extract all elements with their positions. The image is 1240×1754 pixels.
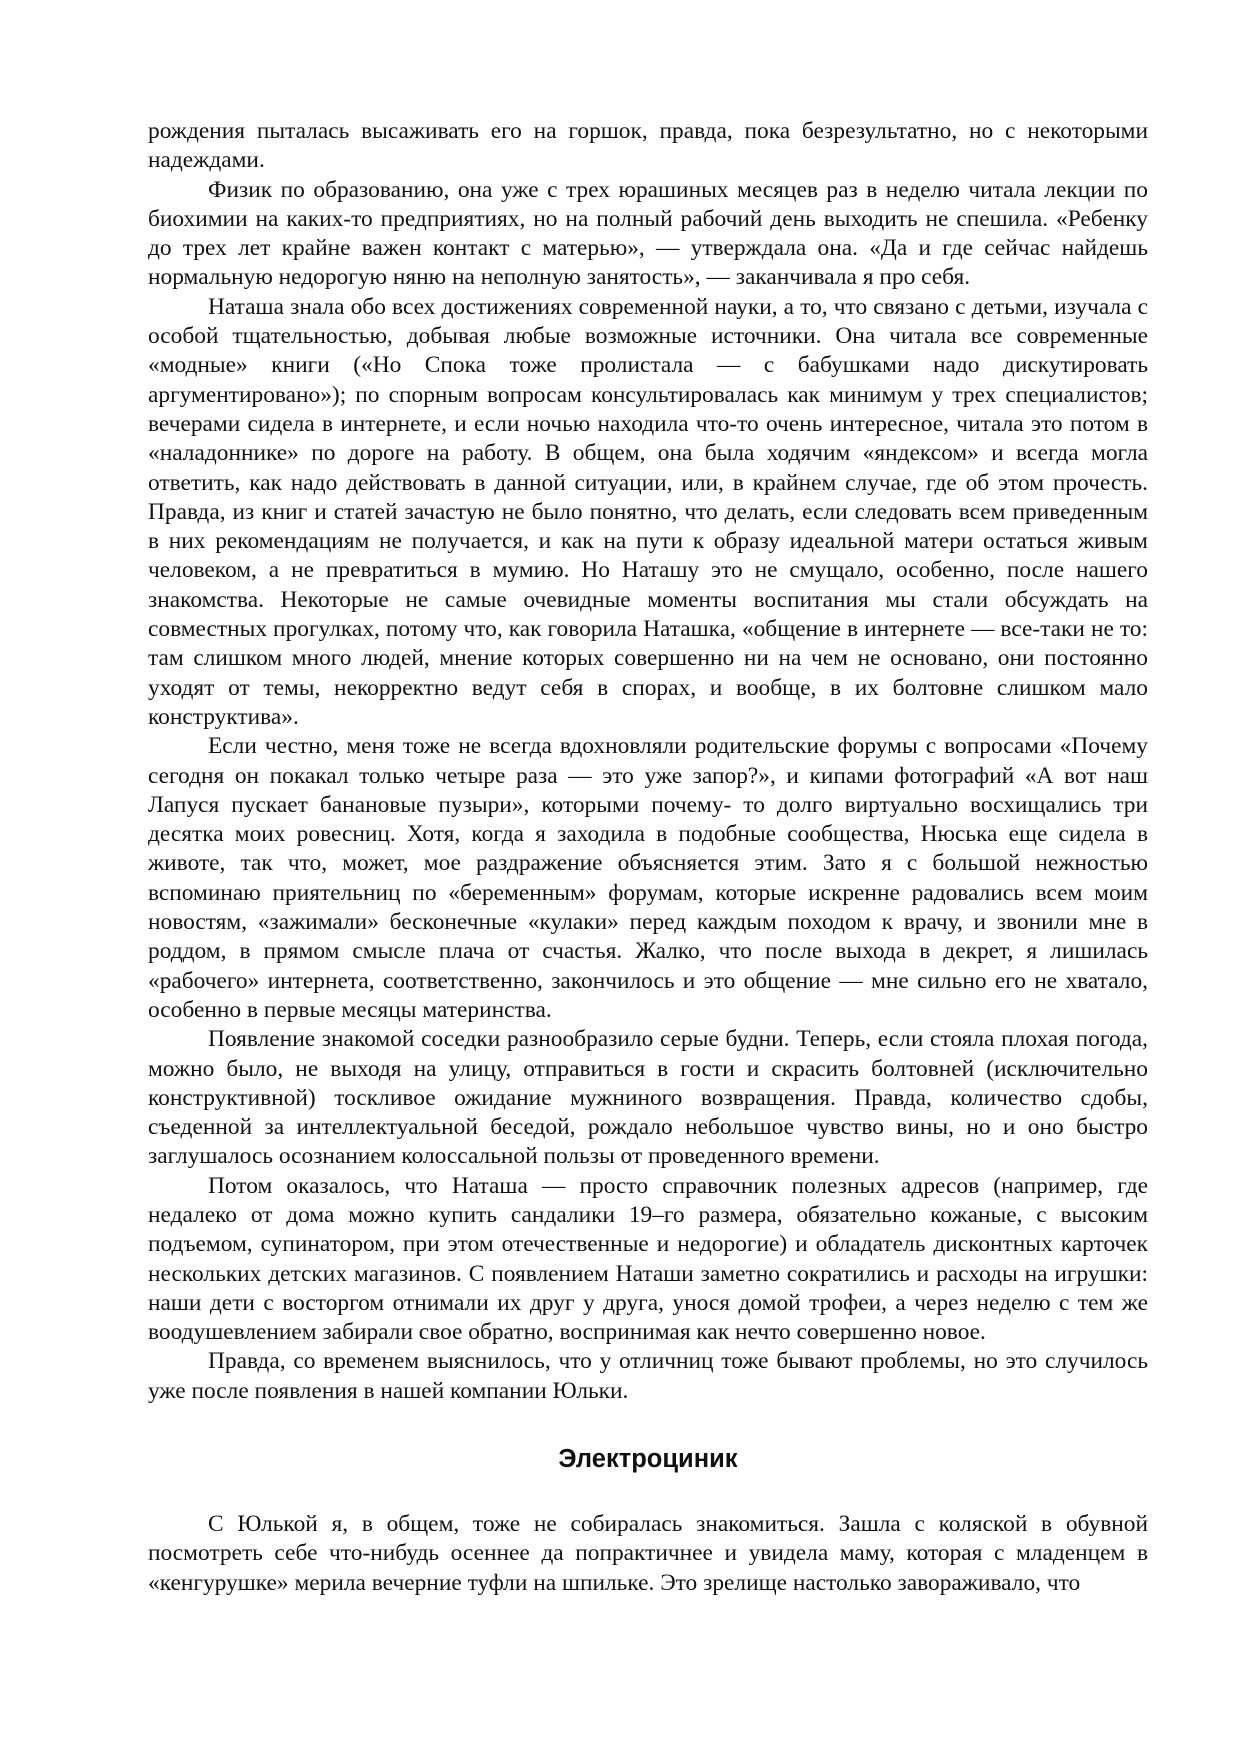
body-paragraph: Правда, со временем выяснилось, что у отличниц тоже бывают проблемы, но это случилось уже после появления в нашей компании Юльки. <box>148 1348 1148 1404</box>
body-paragraph: Наташа знала обо всех достижениях современной науки, а то, что связано с детьми, изучала с особой тщательностью, добывая любые возможные источники. Она читала все современные «модные» книги («Но Спока тоже пролистала — с бабушками надо дискутировать аргументировано»); по спорным вопросам консультировалась как минимум у трех специалистов; вечерами сидела в интернете, и если ночью находила что-то очень интересное, читала это потом в «наладоннике» по дороге на работу. В общем, она была ходячим «яндексом» и всегда могла ответить, как надо действовать в данной ситуации, или, в крайнем случае, где об этом прочесть. Правда, из книг и статей зачастую не было понятно, что делать, если следовать всем приведенным в них рекомендациям не получается, и как на пути к образу идеальной матери остаться живым человеком, а не превратиться в мумию. Но Наташу это не смущало, особенно, после нашего знакомства. Некоторые не самые очевидные моменты воспитания мы стали обсуждать на совместных прогулках, потому что, как говорила Наташка, «общение в интернете — все-таки не то: там слишком много людей, мнение которых совершенно ни на чем не основано, они постоянно уходят от темы, некорректно ведут себя в спорах, и вообще, в их болтовне слишком мало конструктива». <box>148 293 1148 730</box>
body-paragraph: С Юлькой я, в общем, тоже не собиралась знакомиться. Зашла с коляской в обувной посмотреть себе что-нибудь осеннее да попрактичнее и увидела маму, которая с младенцем в «кенгурушке» мерила вечерние туфли на шпильке. Это зрелище настолько завораживало, что <box>148 1511 1148 1596</box>
body-paragraph: Потом оказалось, что Наташа — просто справочник полезных адресов (например, где недалеко от дома можно купить сандалики 19–го размера, обязательно кожаные, с высоким подъемом, супинатором, при этом отечественные и недорогие) и обладатель дисконтных карточек нескольких детских магазинов. С появлением Наташи заметно сократились и расходы на игрушки: наши дети с восторгом отнимали их друг у друга, унося домой трофеи, а через неделю с тем же воодушевлением забирали свое обратно, воспринимая как нечто совершенно новое. <box>148 1172 1148 1346</box>
document-page <box>148 117 1148 1598</box>
body-paragraph: Появление знакомой соседки разнообразило серые будни. Теперь, если стояла плохая погода, можно было, не выходя на улицу, отправиться в гости и скрасить болтовней (исключительно конструктивной) тоскливое ожидание мужниного возвращения. Правда, количество сдобы, съеденной за интеллектуальной беседой, рождало небольшое чувство вины, но и оно быстро заглушалось осознанием колоссальной пользы от проведенного времени. <box>148 1026 1148 1170</box>
body-paragraph: Если честно, меня тоже не всегда вдохновляли родительские форумы с вопросами «Почему сегодня он покакал только четыре раза — это уже запор?», и кипами фотографий «А вот наш Лапуся пускает банановые пузыри», которыми почему- то долго виртуально восхищались три десятка моих ровесниц. Хотя, когда я заходила в подобные сообщества, Нюська еще сидела в животе, так что, может, мое раздражение объясняется этим. Зато я с большой нежностью вспоминаю приятельниц по «беременным» форумам, которые искренне радовались всем моим новостям, «зажимали» бесконечные «кулаки» перед каждым походом к врачу, и звонили мне в роддом, в прямом смысле плача от счастья. Жалко, что после выхода в декрет, я лишилась «рабочего» интернета, соответственно, закончилось и это общение — мне сильно его не хватало, особенно в первые месяцы материнства. <box>148 733 1148 1023</box>
body-paragraph: Физик по образованию, она уже с трех юрашиных месяцев раз в неделю читала лекции по биохимии на каких-то предприятиях, но на полный рабочий день выходить не спешила. «Ребенку до трех лет крайне важен контакт с матерью», — утверждала она. «Да и где сейчас найдешь нормальную недорогую няню на неполную занятость», — заканчивала я про себя. <box>148 176 1148 291</box>
section-heading: Электроциник <box>558 1445 738 1474</box>
body-paragraph: рождения пыталась высаживать его на горшок, правда, пока безрезультатно, но с некоторыми надеждами. <box>148 118 1148 174</box>
